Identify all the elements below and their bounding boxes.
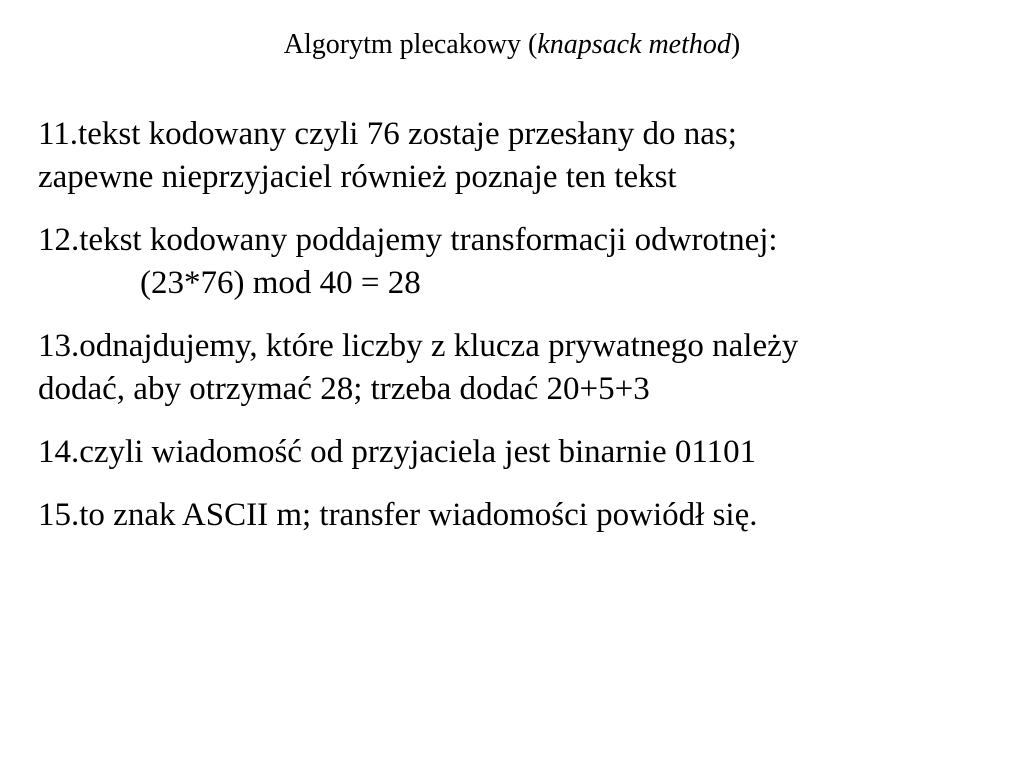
list-item-11 [38,113,998,199]
item-line: czyli wiadomość od przyjaciela jest binarnie 01101 [79,434,757,470]
item-line: tekst kodowany czyli 76 zostaje przesłany do nas; [78,116,737,152]
item-line: to znak ASCII m; transfer wiadomości powiódł się. [79,497,758,533]
item-number: 12. [38,222,80,258]
title-italic-text: knapsack method [537,29,731,60]
item-number: 13. [38,328,80,364]
list-item-14 [38,431,998,474]
title-close-paren: ) [730,29,741,60]
slide-title [0,28,1024,62]
item-number: 11. [38,116,79,152]
formula-line: (23*76) mod 40 = 28 [140,265,421,301]
slide-content [38,113,998,557]
item-line: odnajdujemy, które liczby z klucza prywatnego należy [79,328,799,364]
item-line: dodać, aby otrzymać 28; trzeba dodać 20+5+3 [38,371,650,407]
item-number: 14. [38,434,80,470]
list-item-12 [38,219,998,305]
list-item-15 [38,494,998,537]
item-line: zapewne nieprzyjaciel również poznaje ten tekst [38,159,677,195]
list-item-13 [38,325,998,411]
item-line: tekst kodowany poddajemy transformacji odwrotnej: [79,222,778,258]
item-number: 15. [38,497,80,533]
title-text: Algorytm plecakowy ( [283,29,538,60]
